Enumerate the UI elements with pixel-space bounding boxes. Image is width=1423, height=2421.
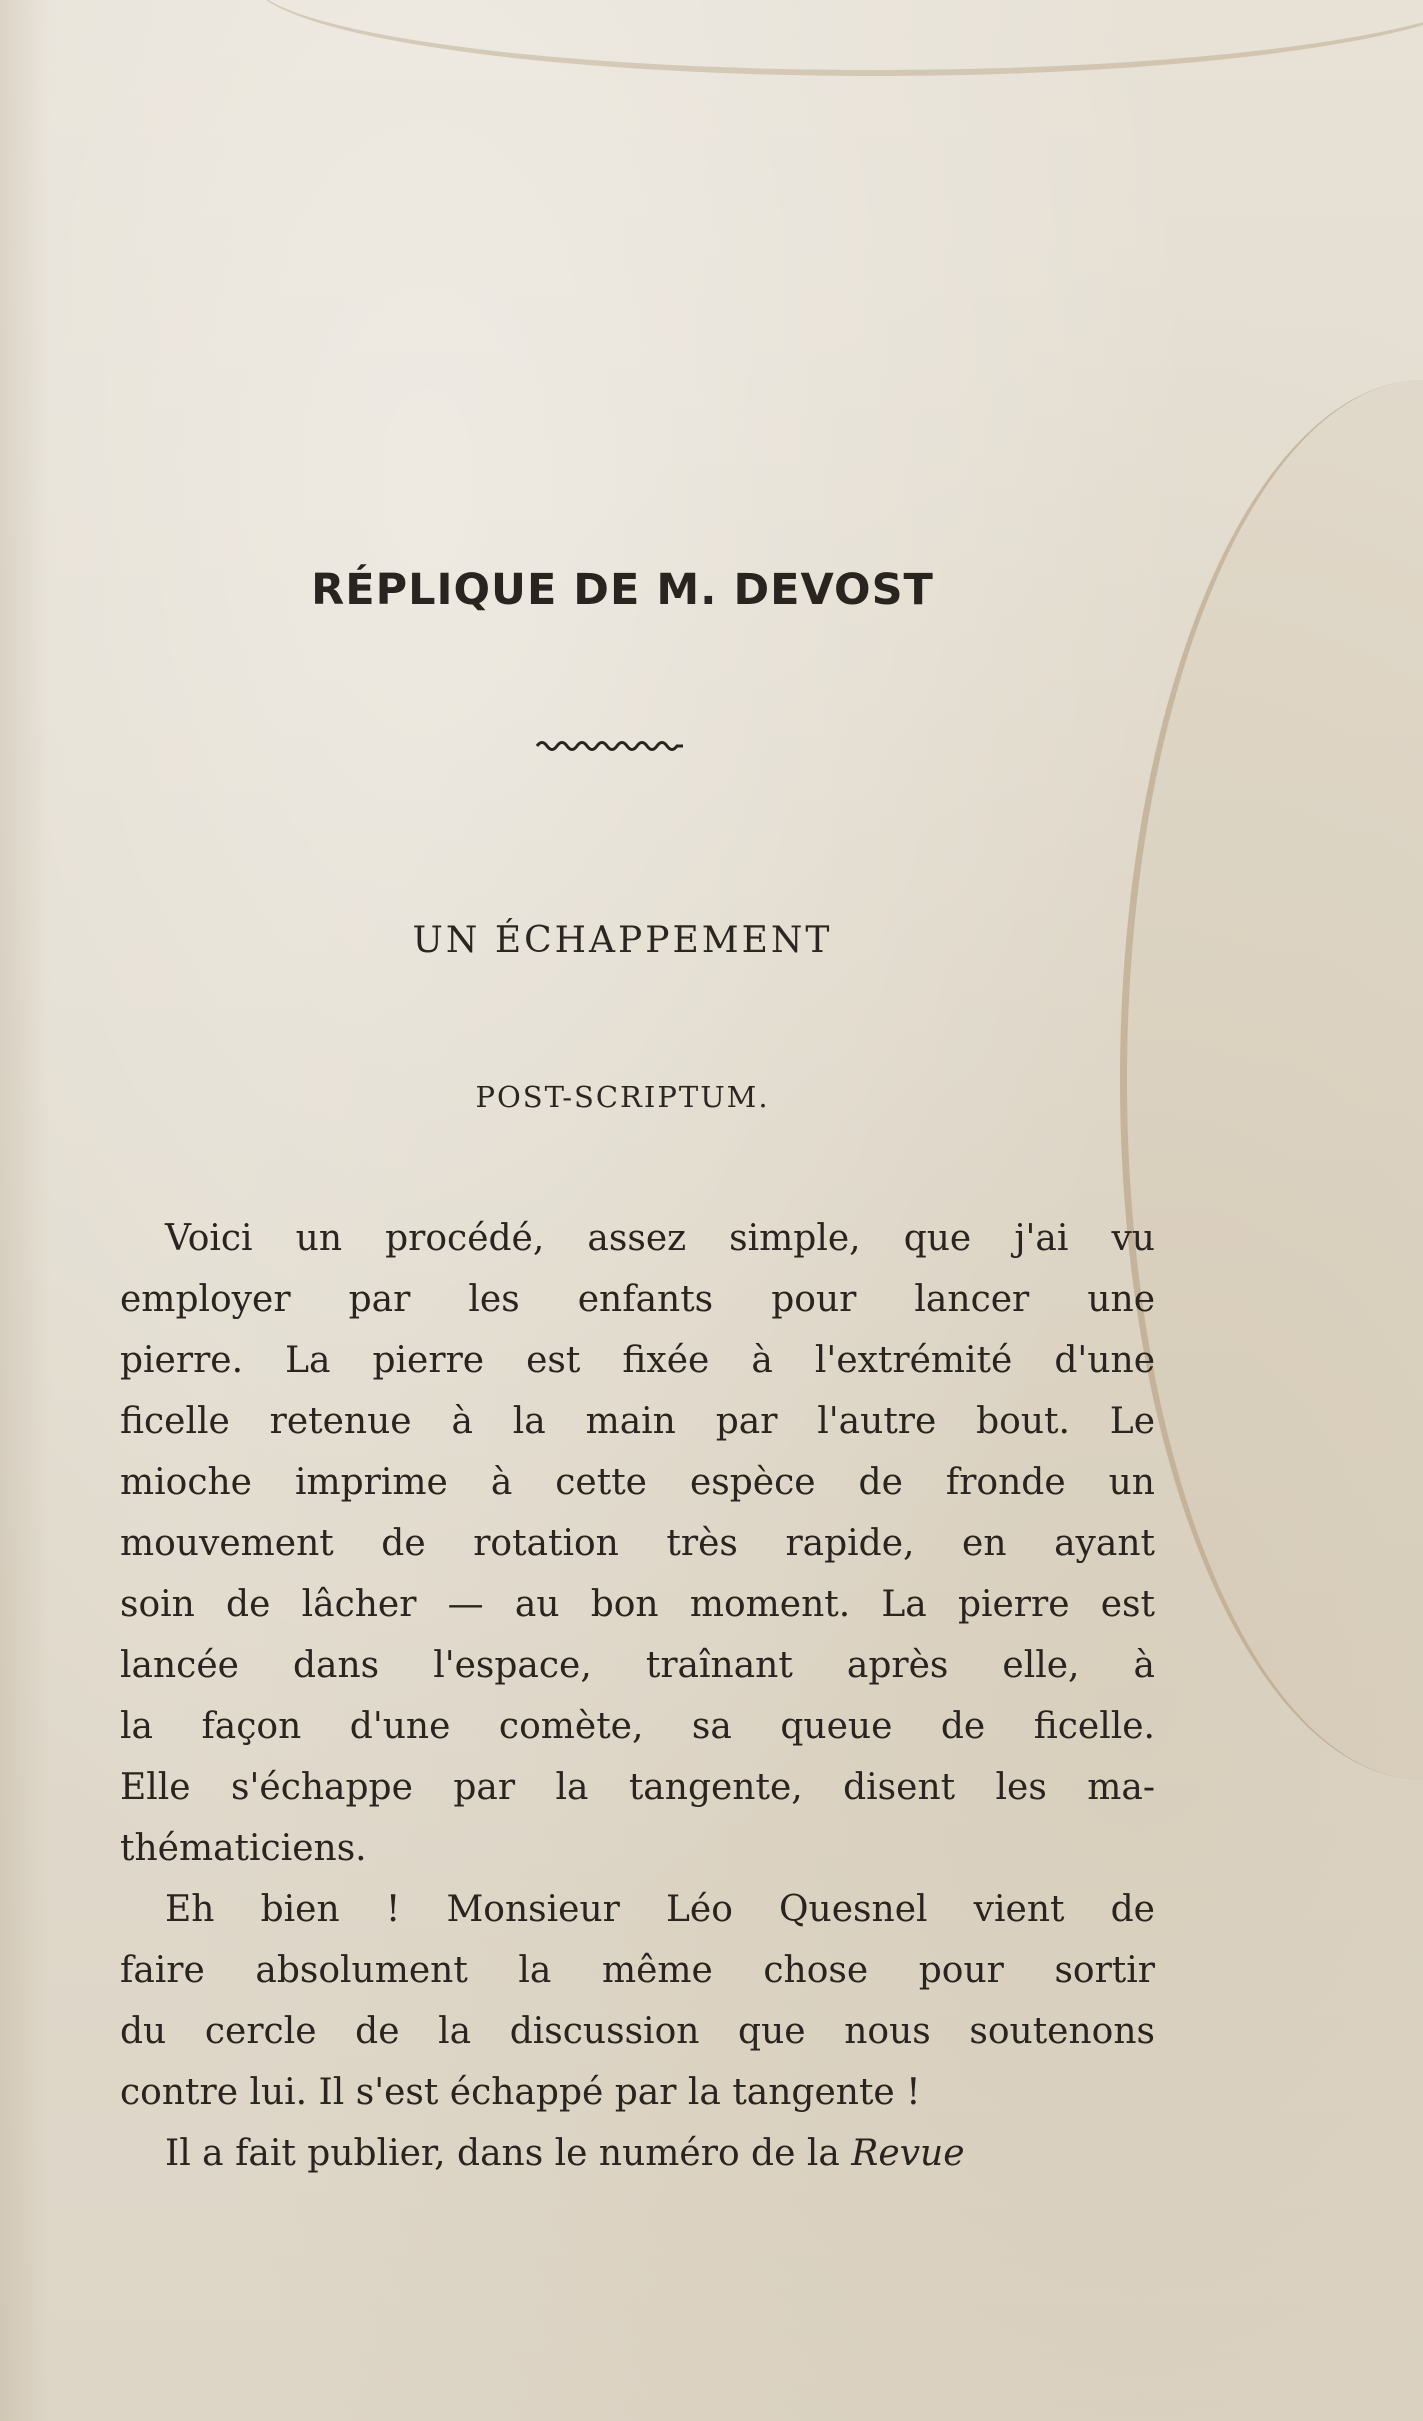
text-line: la façon d'une comète, sa queue de ficelle. — [120, 1706, 1155, 1747]
text-line: pierre. La pierre est fixée à l'extrémité d'une — [120, 1340, 1155, 1381]
text-line: Eh bien ! Monsieur Léo Quesnel vient de — [165, 1889, 1155, 1930]
text-segment: Il a fait publier, dans le numéro de la — [165, 2133, 840, 2174]
text-line: faire absolument la même chose pour sortir — [120, 1950, 1155, 1991]
text-line — [120, 2123, 1155, 2184]
text-line: mouvement de rotation très rapide, en ayant — [120, 1523, 1155, 1564]
water-stain-top — [250, 0, 1423, 76]
text-line: ficelle retenue à la main par l'autre bout. Le — [120, 1401, 1155, 1442]
italic-word: Revue — [851, 2133, 965, 2174]
text-line: lancée dans l'espace, traînant après elle, à — [120, 1645, 1155, 1686]
page-edge-shadow — [0, 0, 50, 2421]
wavy-ornament-icon — [535, 737, 685, 755]
section-subtitle: UN ÉCHAPPEMENT — [412, 920, 833, 961]
text-line: soin de lâcher — au bon moment. La pierre est — [120, 1584, 1155, 1625]
page-title: RÉPLIQUE DE M. DEVOST — [311, 565, 934, 615]
text-line: Voici un procédé, assez simple, que j'ai vu — [165, 1218, 1155, 1259]
text-line: contre lui. Il s'est échappé par la tangente ! — [120, 2072, 921, 2113]
text-line: Elle s'échappe par la tangente, disent les ma- — [120, 1767, 1155, 1808]
text-line: thématiciens. — [120, 1828, 367, 1869]
postscript-heading: POST-SCRIPTUM. — [475, 1080, 770, 1114]
text-line: du cercle de la discussion que nous soutenons — [120, 2011, 1155, 2052]
text-line: employer par les enfants pour lancer une — [120, 1279, 1155, 1320]
text-line: mioche imprime à cette espèce de fronde un — [120, 1462, 1155, 1503]
body-text — [120, 1208, 1155, 2184]
